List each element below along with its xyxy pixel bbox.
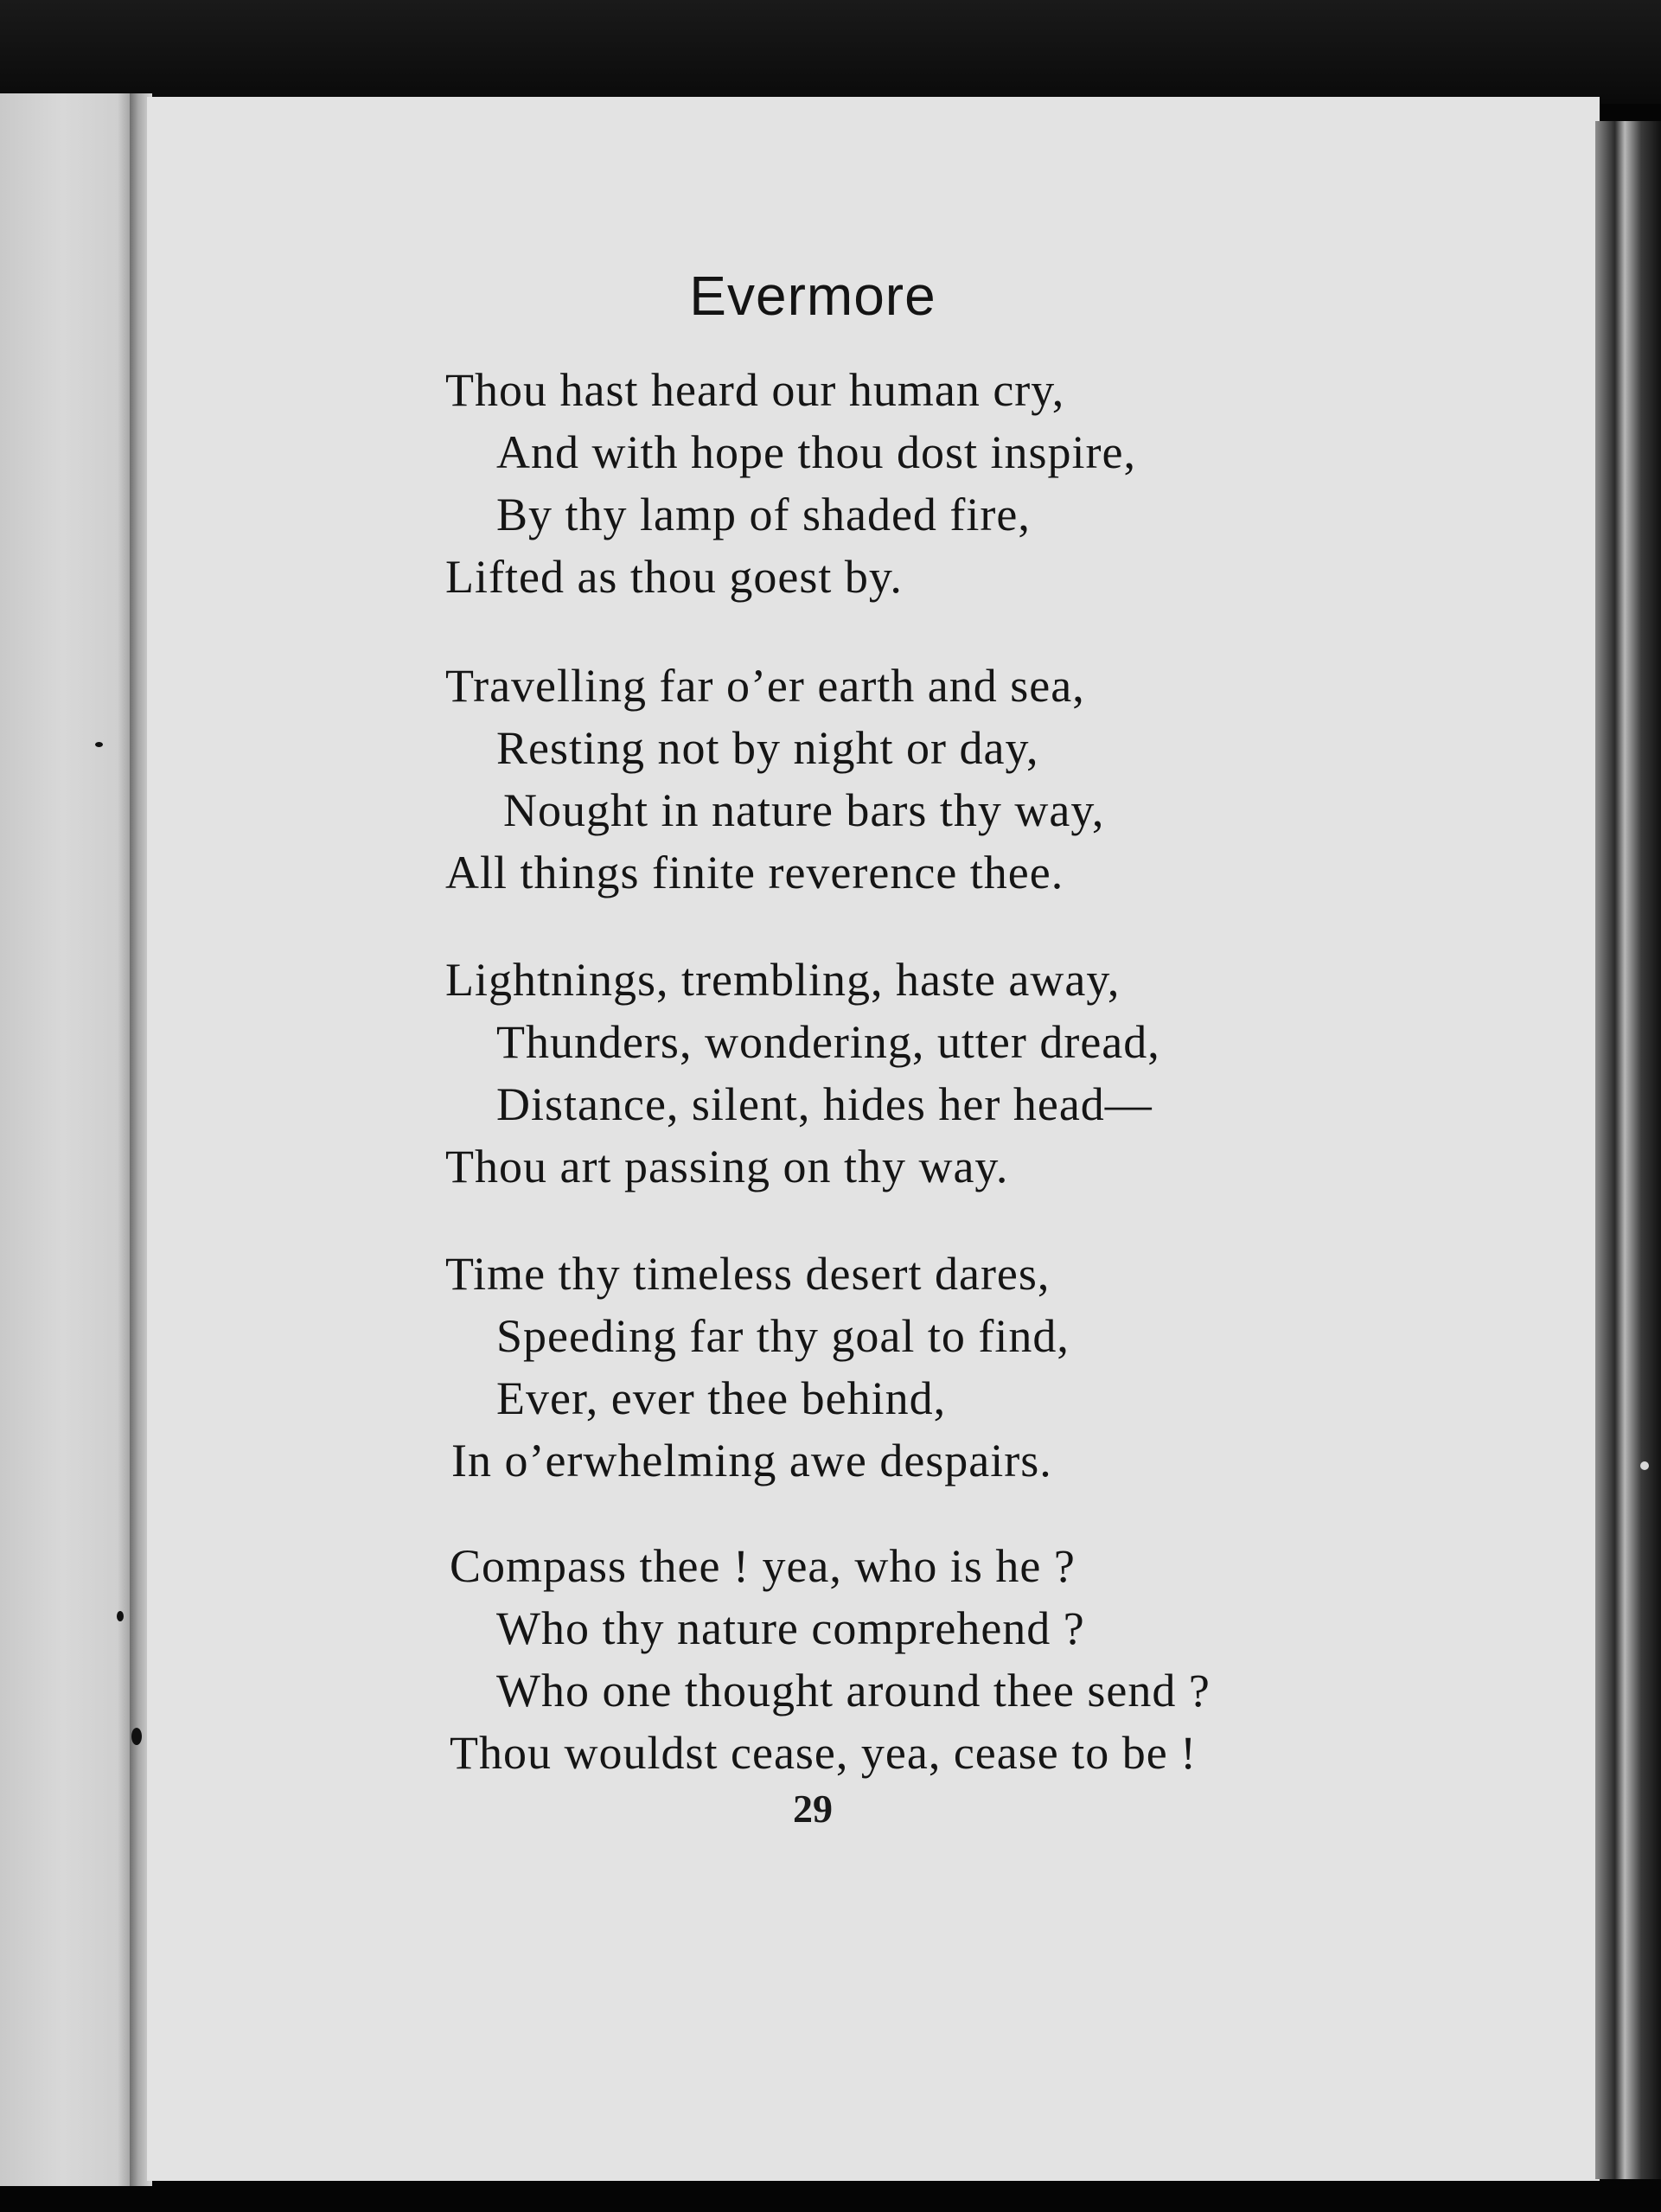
poem-line: Lightnings, trembling, haste away, [445, 954, 1121, 1006]
facing-page-edge [0, 93, 138, 2186]
scan-speck [95, 742, 103, 747]
poem-line: Travelling far o’er earth and sea, [445, 660, 1085, 712]
scan-speck [117, 1611, 124, 1621]
poem-line: Lifted as thou goest by. [445, 551, 903, 603]
page-stack-edge [1595, 121, 1661, 2179]
poem-line: Thou hast heard our human cry, [445, 364, 1065, 416]
poem-line: Thunders, wondering, utter dread, [496, 1016, 1160, 1068]
poem-line: Speeding far thy goal to find, [496, 1310, 1070, 1362]
poem-line: Ever, ever thee behind, [496, 1372, 947, 1424]
poem-title: Evermore [689, 265, 936, 327]
poem-line: Thou art passing on thy way. [445, 1141, 1009, 1192]
poem-line: Who thy nature comprehend ? [496, 1602, 1085, 1654]
scan-speck [131, 1728, 142, 1745]
scan-background-top [0, 0, 1661, 104]
poem-line: By thy lamp of shaded fire, [496, 489, 1031, 540]
page-number: 29 [793, 1787, 833, 1831]
poem-line: Resting not by night or day, [496, 722, 1039, 774]
poem-line: Compass thee ! yea, who is he ? [450, 1540, 1076, 1592]
poem-line: Who one thought around thee send ? [496, 1665, 1211, 1717]
poem-line: Thou wouldst cease, yea, cease to be ! [450, 1727, 1198, 1779]
scan-speck [1640, 1461, 1649, 1470]
poem-line: In o’erwhelming awe despairs. [451, 1435, 1052, 1486]
poem-line: Distance, silent, hides her head— [496, 1078, 1153, 1130]
poem-line: And with hope thou dost inspire, [496, 426, 1136, 478]
poem-line: Time thy timeless desert dares, [445, 1248, 1051, 1300]
poem-line: Nought in nature bars thy way, [503, 784, 1105, 836]
poem-line: All things finite reverence thee. [445, 847, 1064, 898]
